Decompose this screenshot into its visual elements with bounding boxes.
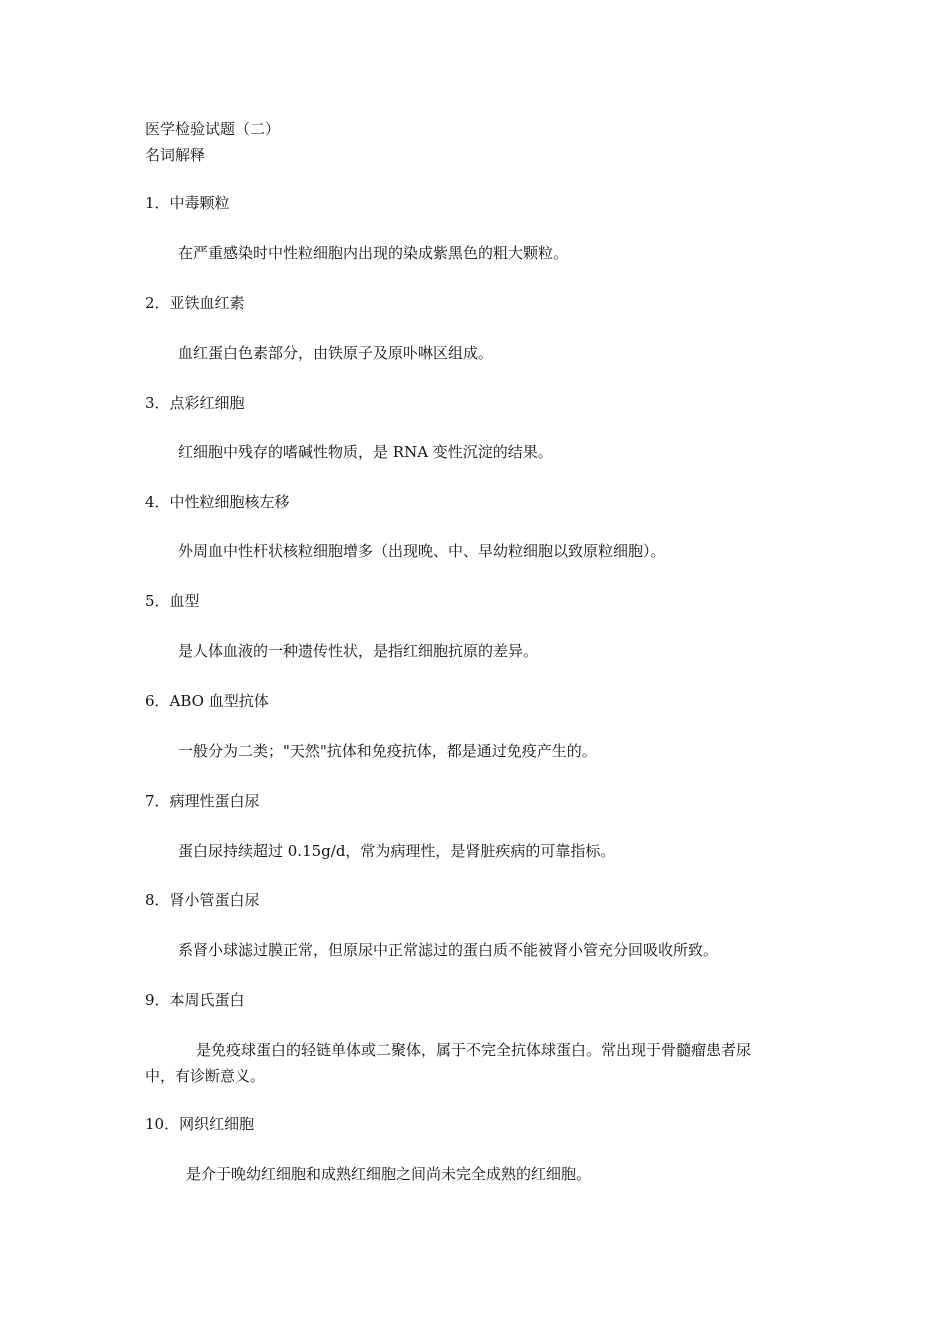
term-10: 10．网织红细胞: [145, 1115, 255, 1133]
definition-10: 是介于晚幼红细胞和成熟红细胞之间尚未完全成熟的红细胞。: [186, 1165, 592, 1183]
definition-5: 是人体血液的一种遗传性状，是指红细胞抗原的差异。: [178, 642, 539, 660]
section-heading: 名词解释: [145, 146, 206, 164]
definition-8: 系肾小球滤过膜正常，但原尿中正常滤过的蛋白质不能被肾小管充分回吸收所致。: [178, 941, 719, 959]
term-8: 8．肾小管蛋白尿: [145, 891, 260, 909]
definition-9: 是免疫球蛋白的轻链单体或二聚体，属于不完全抗体球蛋白。常出现于骨髓瘤患者尿: [196, 1041, 752, 1059]
definition-6: 一般分为二类；"天然"抗体和免疫抗体，都是通过免疫产生的。: [178, 742, 597, 760]
term-4: 4．中性粒细胞核左移: [145, 493, 290, 511]
term-9: 9．本周氏蛋白: [145, 991, 245, 1009]
definition-1: 在严重感染时中性粒细胞内出现的染成紫黑色的粗大颗粒。: [178, 244, 569, 262]
term-7: 7．病理性蛋白尿: [145, 792, 260, 810]
term-5: 5．血型: [145, 592, 200, 610]
definition-9-continuation: 中，有诊断意义。: [145, 1067, 266, 1085]
term-1: 1．中毒颗粒: [145, 194, 230, 212]
definition-4: 外周血中性杆状核粒细胞增多（出现晚、中、早幼粒细胞以致原粒细胞）。: [178, 542, 666, 560]
term-2: 2．亚铁血红素: [145, 294, 245, 312]
definition-2: 血红蛋白色素部分，由铁原子及原卟啉区组成。: [178, 344, 494, 362]
term-3: 3．点彩红细胞: [145, 394, 245, 412]
term-6: 6．ABO 血型抗体: [145, 692, 269, 710]
definition-3: 红细胞中残存的嗜碱性物质，是 RNA 变性沉淀的结果。: [178, 443, 553, 461]
definition-7: 蛋白尿持续超过 0.15g/d，常为病理性，是肾脏疾病的可靠指标。: [178, 842, 616, 860]
document-title: 医学检验试题（二）: [145, 120, 281, 138]
